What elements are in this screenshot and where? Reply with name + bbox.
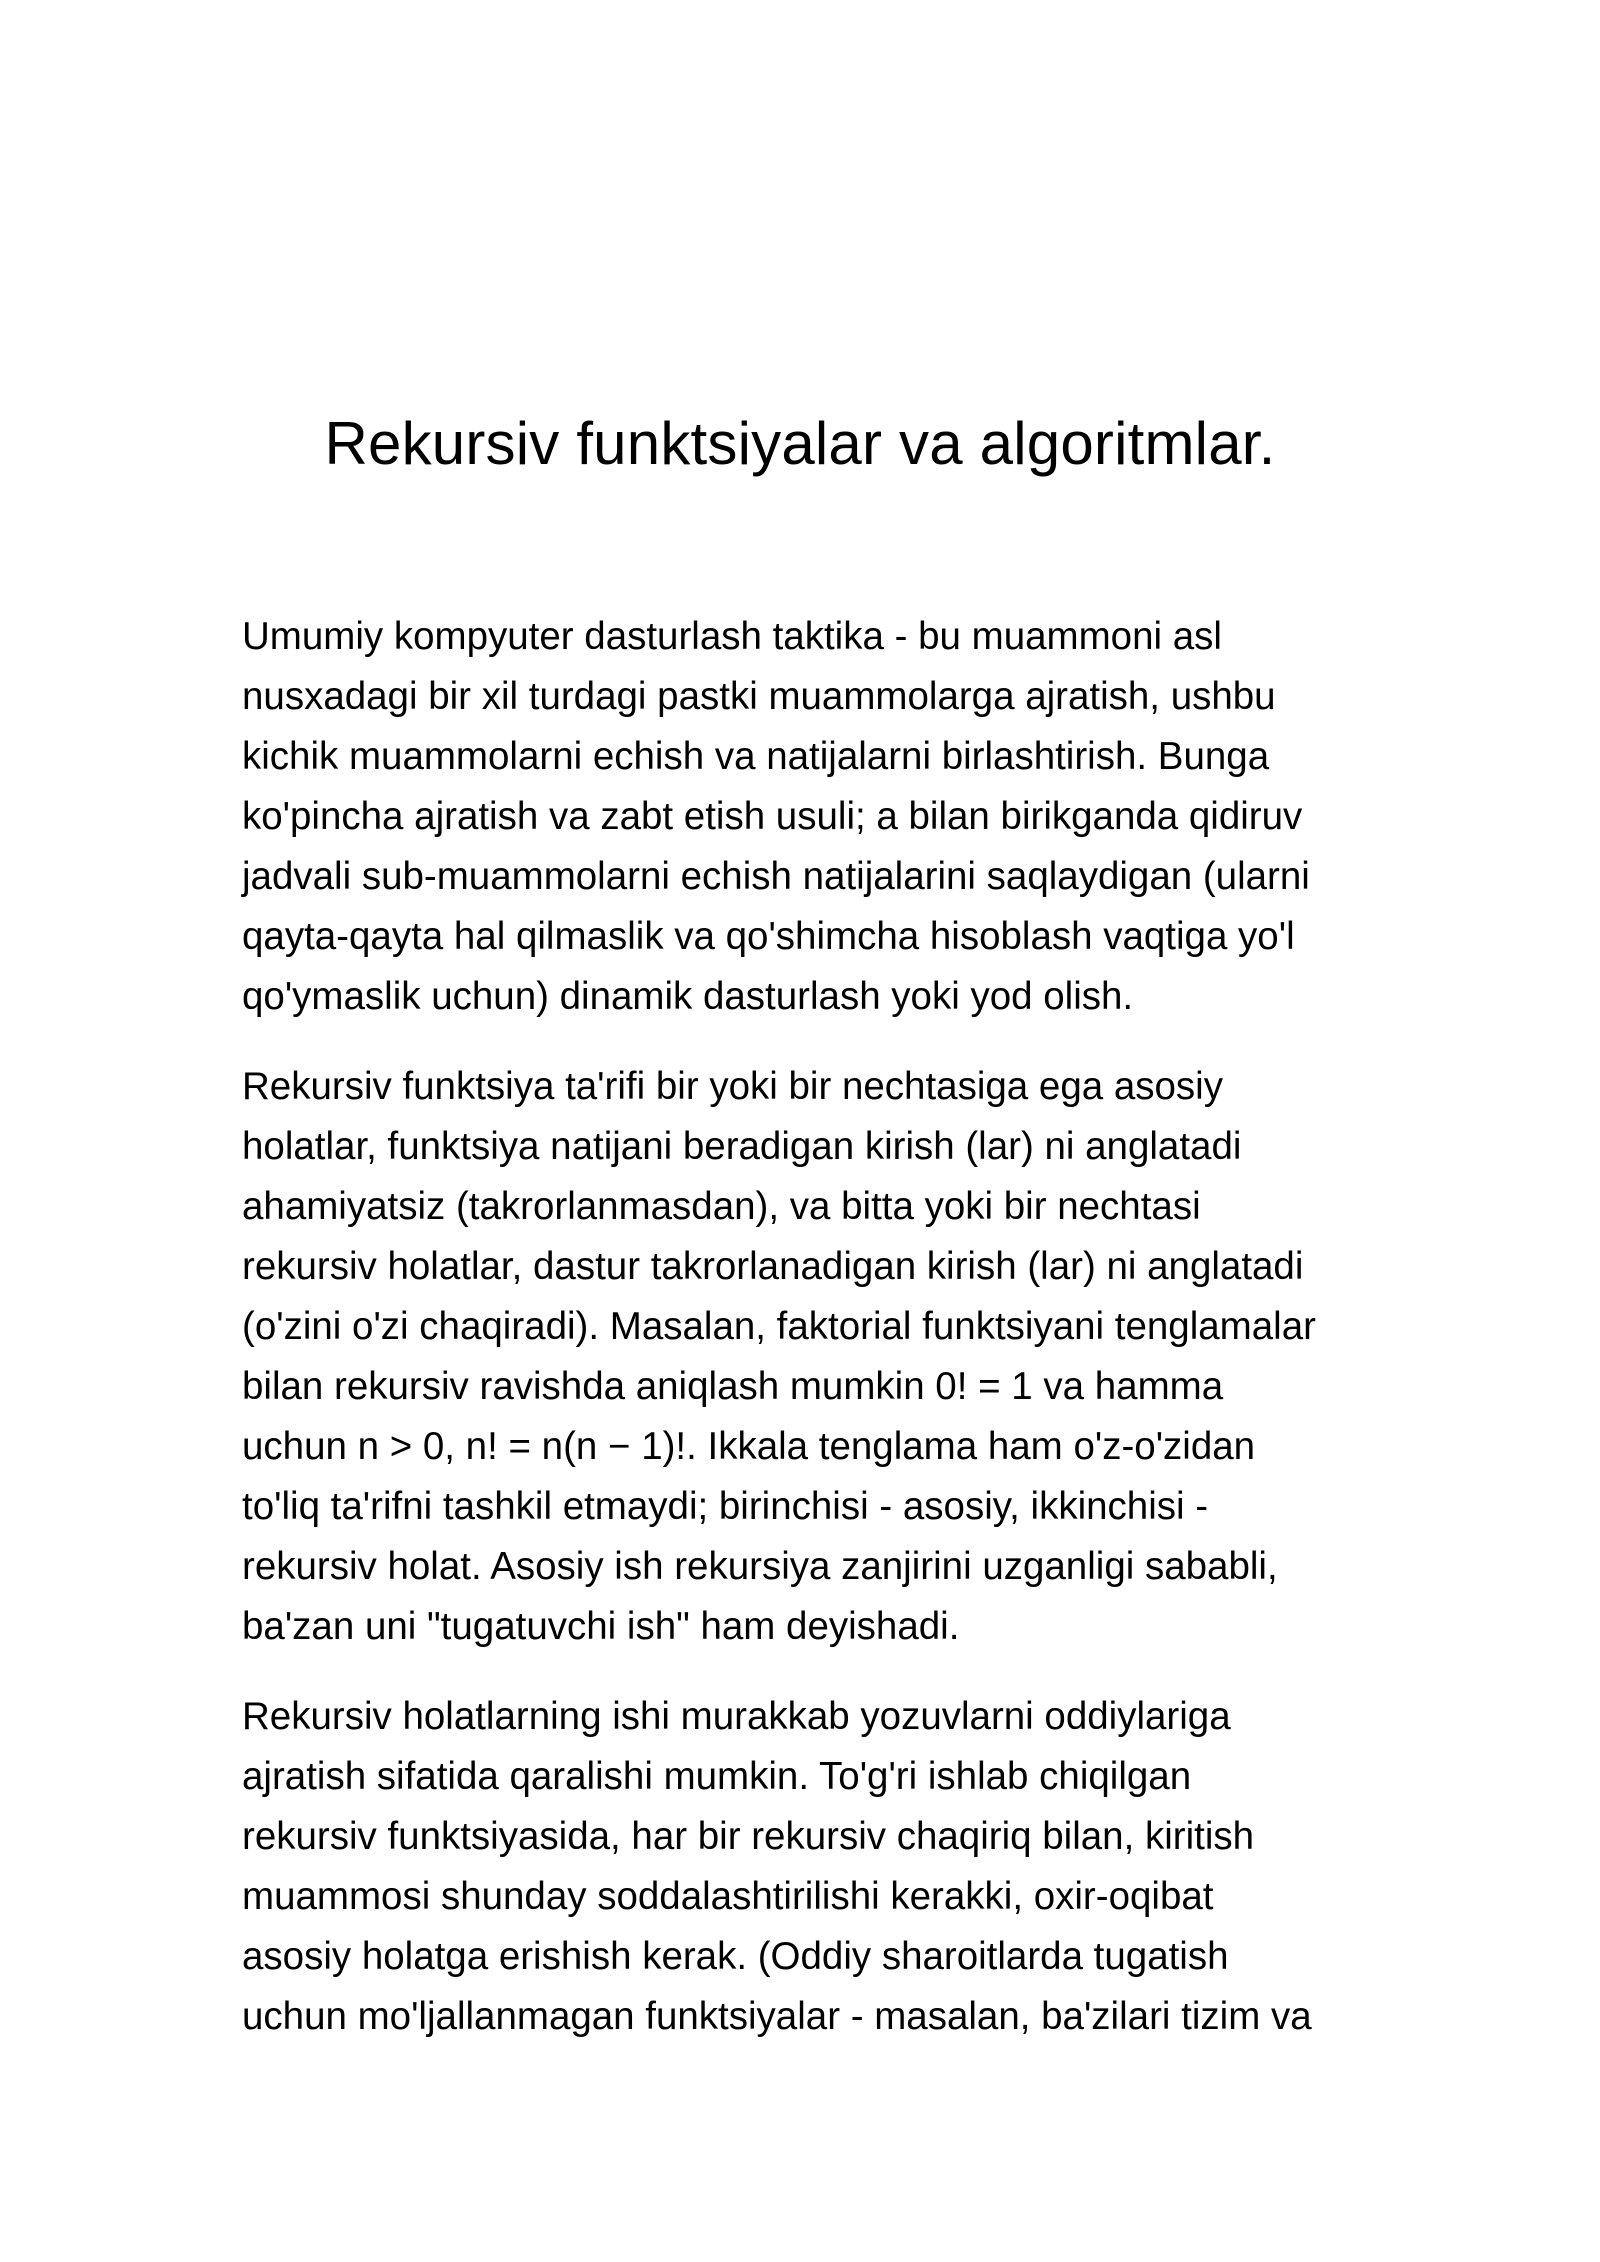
paragraph (242, 607, 1372, 1027)
text-line: holatlar, funktsiya natijani beradigan kirish (lar) ni anglatadi (242, 1125, 1242, 1168)
text-line: uchun n > 0, n! = n(n − 1)!. Ikkala tenglama ham o'z-o'zidan (242, 1425, 1256, 1468)
paragraph (242, 1057, 1372, 1657)
text-line: (o'zini o'zi chaqiradi). Masalan, faktorial funktsiyani tenglamalar (242, 1305, 1316, 1348)
text-line: ahamiyatsiz (takrorlanmasdan), va bitta yoki bir nechtasi (242, 1185, 1201, 1228)
text-line: Umumiy kompyuter dasturlash taktika - bu muammoni asl (242, 615, 1222, 658)
text-line: rekursiv funktsiyasida, har bir rekursiv chaqiriq bilan, kiritish (242, 1815, 1255, 1858)
text-line: uchun mo'ljallanmagan funktsiyalar - masalan, ba'zilari tizim va (242, 1995, 1312, 2038)
text-line: qayta-qayta hal qilmaslik va qo'shimcha hisoblash vaqtiga yo'l (242, 915, 1295, 958)
text-line: muammosi shunday soddalashtirilishi kerakki, oxir-oqibat (242, 1875, 1214, 1918)
text-line: rekursiv holatlar, dastur takrorlanadigan kirish (lar) ni anglatadi (242, 1245, 1304, 1288)
document-title: Rekursiv funktsiyalar va algoritmlar. (324, 410, 1276, 477)
text-line: nusxadagi bir xil turdagi pastki muammolarga ajratish, ushbu (242, 675, 1276, 718)
text-line: jadvali sub-muammolarni echish natijalarini saqlaydigan (ularni (242, 855, 1310, 898)
text-line: ajratish sifatida qaralishi mumkin. To'g'ri ishlab chiqilgan (242, 1755, 1192, 1798)
paragraph (242, 1687, 1372, 2047)
text-line: bilan rekursiv ravishda aniqlash mumkin 0! = 1 va hamma (242, 1365, 1224, 1408)
text-line: Rekursiv holatlarning ishi murakkab yozuvlarni oddiylariga (242, 1695, 1231, 1738)
text-line: asosiy holatga erishish kerak. (Oddiy sharoitlarda tugatish (242, 1935, 1229, 1978)
text-line: ba'zan uni "tugatuvchi ish" ham deyishadi. (242, 1605, 960, 1648)
text-line: rekursiv holat. Asosiy ish rekursiya zanjirini uzganligi sababli, (242, 1545, 1278, 1588)
text-line: Rekursiv funktsiya ta'rifi bir yoki bir nechtasiga ega asosiy (242, 1065, 1223, 1108)
text-line: ko'pincha ajratish va zabt etish usuli; a bilan birikganda qidiruv (242, 795, 1303, 838)
text-line: kichik muammolarni echish va natijalarni birlashtirish. Bunga (242, 735, 1270, 778)
document-body (242, 607, 1372, 2047)
text-line: qo'ymaslik uchun) dinamik dasturlash yoki yod olish. (242, 975, 1134, 1018)
text-line: to'liq ta'rifni tashkil etmaydi; birinchisi - asosiy, ikkinchisi - (242, 1485, 1209, 1528)
